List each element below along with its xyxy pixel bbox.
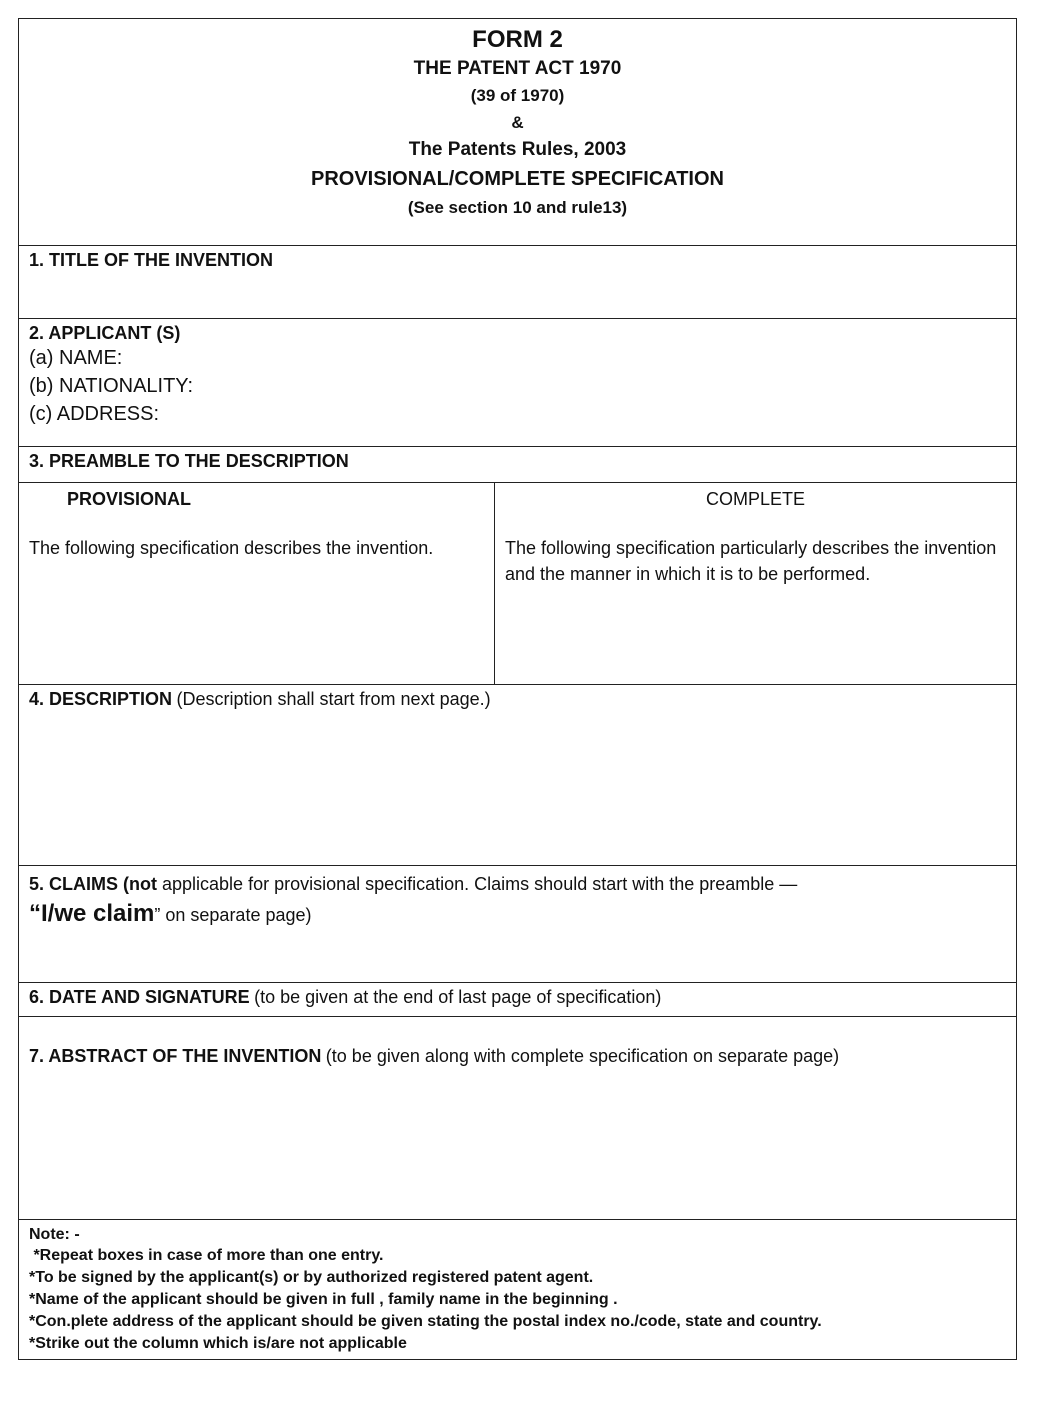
claims-box[interactable] <box>19 866 1016 983</box>
date-signature-box[interactable] <box>19 983 1016 1017</box>
note-item: *Strike out the column which is/are not applicable <box>29 1335 407 1352</box>
date-signature-note: (to be given at the end of last page of specification) <box>254 987 662 1007</box>
title-of-invention-box[interactable] <box>19 246 1016 319</box>
claims-preamble-quote: “I/we claim <box>29 900 155 927</box>
provisional-column[interactable] <box>19 483 495 684</box>
claims-note: applicable for provisional specification. Claims should start with the preamble — <box>157 874 798 894</box>
applicant-name-label: (a) NAME: <box>29 347 123 369</box>
ampersand: & <box>511 113 524 132</box>
notes-heading: Note: - <box>29 1226 80 1243</box>
form-number: FORM 2 <box>472 26 563 53</box>
applicant-address-label: (c) ADDRESS: <box>29 403 160 425</box>
rules-title: The Patents Rules, 2003 <box>408 139 627 160</box>
notes-box <box>19 1220 1016 1359</box>
claims-label: 5. CLAIMS (not <box>29 874 157 894</box>
act-title: THE PATENT ACT 1970 <box>413 58 622 79</box>
provisional-text: The following specification describes the invention. <box>29 538 434 558</box>
date-signature-label: 6. DATE AND SIGNATURE <box>29 987 250 1007</box>
preamble-columns <box>19 483 1016 685</box>
preamble-header <box>19 447 1016 483</box>
form-header <box>19 19 1016 246</box>
applicant-label: 2. APPLICANT (S) <box>29 323 181 343</box>
note-item: *To be signed by the applicant(s) or by authorized registered patent agent. <box>29 1269 594 1286</box>
provisional-heading: PROVISIONAL <box>67 489 192 509</box>
act-number: (39 of 1970) <box>470 86 565 105</box>
complete-text: The following specification particularly describes the invention and the manner in which it is to be performed. <box>505 538 997 584</box>
note-item: *Repeat boxes in case of more than one entry. <box>29 1247 384 1264</box>
abstract-note: (to be given along with complete specification on separate page) <box>325 1046 840 1066</box>
note-item: *Con.plete address of the applicant should be given stating the postal index no./code, state and country. <box>29 1313 822 1330</box>
preamble-label: 3. PREAMBLE TO THE DESCRIPTION <box>29 451 349 471</box>
abstract-box[interactable] <box>19 1017 1016 1220</box>
complete-column[interactable] <box>495 483 1016 684</box>
complete-heading: COMPLETE <box>705 489 806 509</box>
title-of-invention-label: 1. TITLE OF THE INVENTION <box>29 250 274 270</box>
description-box[interactable] <box>19 685 1016 866</box>
applicant-nationality-label: (b) NATIONALITY: <box>29 375 194 397</box>
claims-note-end: ” on separate page) <box>154 905 312 925</box>
patent-form-2 <box>18 18 1017 1360</box>
description-label: 4. DESCRIPTION <box>29 689 173 709</box>
section-reference: (See section 10 and rule13) <box>407 198 628 217</box>
note-item: *Name of the applicant should be given in full , family name in the beginning . <box>29 1291 618 1308</box>
description-note: (Description shall start from next page.) <box>176 689 491 709</box>
applicant-box[interactable] <box>19 319 1016 447</box>
abstract-label: 7. ABSTRACT OF THE INVENTION <box>29 1046 322 1066</box>
specification-type: PROVISIONAL/COMPLETE SPECIFICATION <box>311 168 724 190</box>
